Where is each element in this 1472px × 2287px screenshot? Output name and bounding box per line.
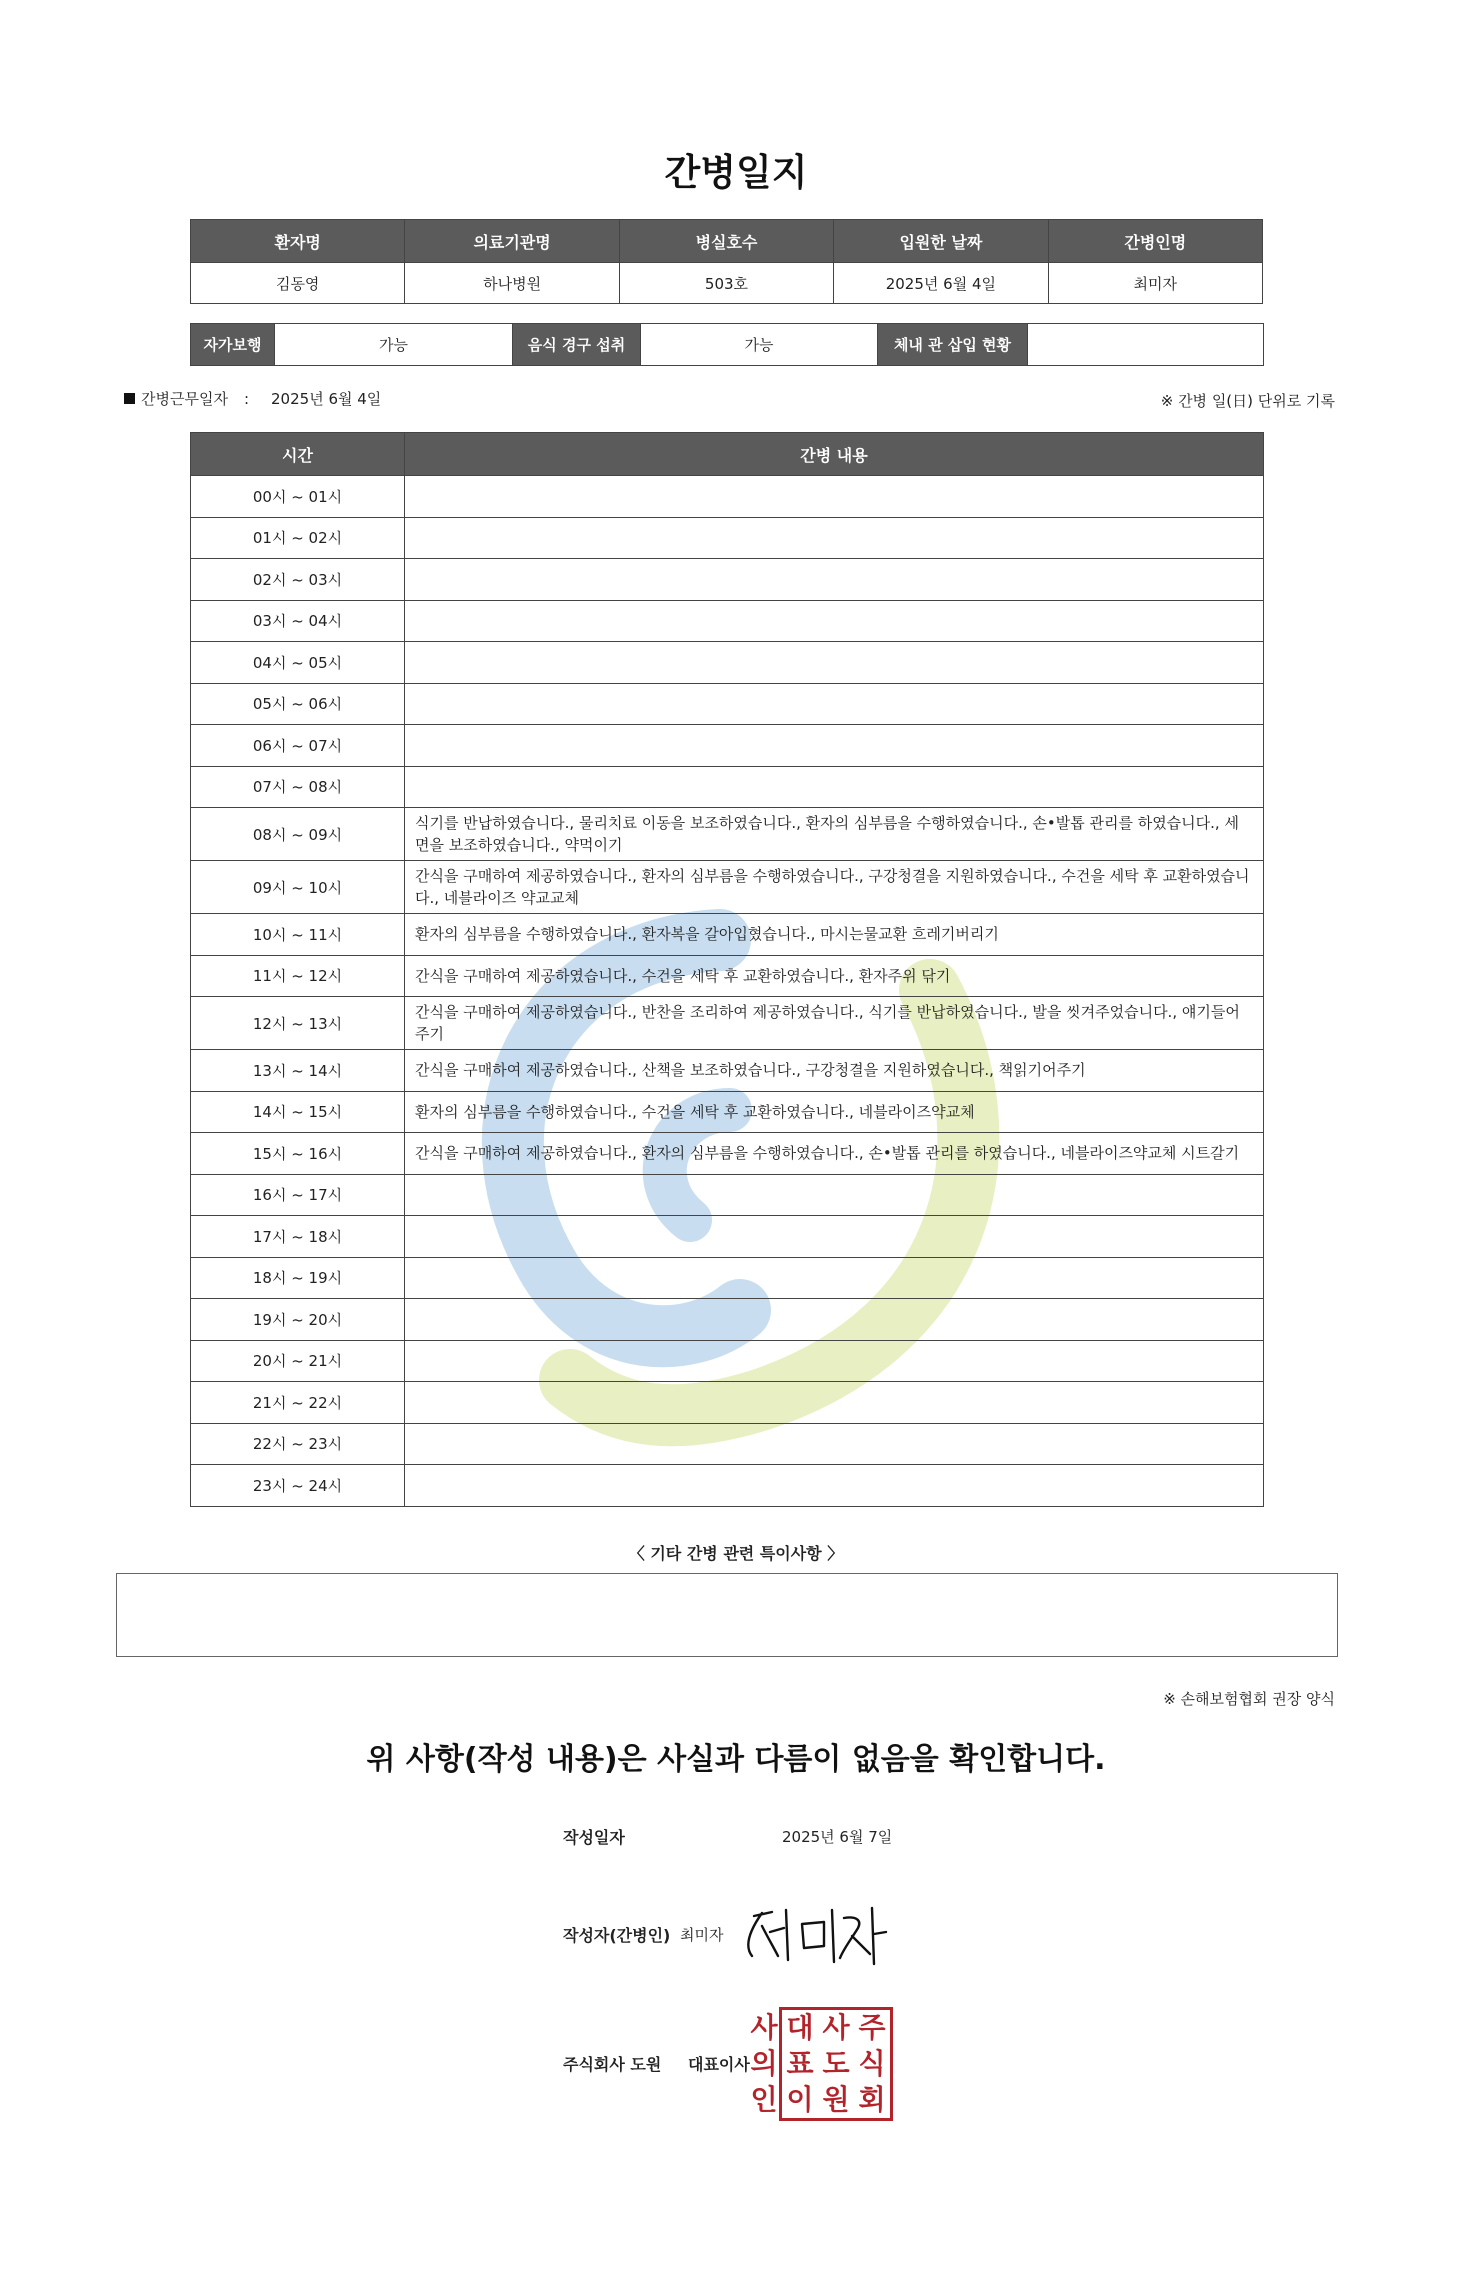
log-row bbox=[191, 1340, 1264, 1382]
log-row bbox=[191, 642, 1264, 684]
log-content-cell bbox=[405, 1299, 1264, 1341]
work-date-colon: : bbox=[243, 390, 250, 408]
confirmation-statement: 위 사항(작성 내용)은 사실과 다름이 없음을 확인합니다. bbox=[366, 1742, 1106, 1777]
log-row bbox=[191, 683, 1264, 725]
care-log-body bbox=[191, 476, 1264, 1507]
log-header-content: 간병 내용 bbox=[405, 433, 1264, 476]
seal-glyph: 회 bbox=[858, 2083, 886, 2116]
log-content-cell: 간식을 구매하여 제공하였습니다., 환자의 심부름을 수행하였습니다., 손•발톱 관리를 하였습니다., 네블라이즈약교체 시트갈기 bbox=[405, 1133, 1264, 1175]
seal-glyph: 원 bbox=[822, 2083, 850, 2116]
log-time-cell: 17시 ~ 18시 bbox=[191, 1216, 405, 1258]
log-time-cell: 23시 ~ 24시 bbox=[191, 1465, 405, 1507]
log-time-cell: 10시 ~ 11시 bbox=[191, 914, 405, 956]
log-content-cell bbox=[405, 766, 1264, 808]
log-row bbox=[191, 1465, 1264, 1507]
oral-intake-value: 가능 bbox=[641, 324, 878, 366]
log-content-cell bbox=[405, 1465, 1264, 1507]
admission-date: 2025년 6월 4일 bbox=[834, 263, 1048, 304]
care-log-table bbox=[190, 432, 1264, 1507]
page-title: 간병일지 bbox=[664, 151, 808, 194]
log-content-cell: 환자의 심부름을 수행하였습니다., 환자복을 갈아입혔습니다., 마시는물교환 흐레기버리기 bbox=[405, 914, 1264, 956]
writer-name: 최미자 bbox=[680, 1926, 724, 1944]
seal-glyph: 표 bbox=[786, 2047, 814, 2080]
seal-glyph: 도 bbox=[822, 2047, 850, 2080]
log-time-cell: 05시 ~ 06시 bbox=[191, 683, 405, 725]
tube-status-value bbox=[1028, 324, 1264, 366]
header-caregiver-name: 간병인명 bbox=[1048, 220, 1262, 263]
handwritten-signature bbox=[740, 1902, 890, 1972]
log-row bbox=[191, 914, 1264, 956]
log-time-cell: 18시 ~ 19시 bbox=[191, 1257, 405, 1299]
log-row bbox=[191, 1174, 1264, 1216]
log-content-cell bbox=[405, 1216, 1264, 1258]
log-row bbox=[191, 1382, 1264, 1424]
patient-name: 김동영 bbox=[191, 263, 405, 304]
log-row bbox=[191, 1216, 1264, 1258]
log-row bbox=[191, 861, 1264, 914]
company-name: 주식회사 도원 bbox=[563, 2055, 662, 2074]
walk-value: 가능 bbox=[275, 324, 513, 366]
log-content-cell bbox=[405, 1340, 1264, 1382]
log-row bbox=[191, 808, 1264, 861]
log-row bbox=[191, 1050, 1264, 1092]
written-date-label: 작성일자 bbox=[563, 1828, 625, 1847]
log-time-cell: 11시 ~ 12시 bbox=[191, 955, 405, 997]
log-time-cell: 20시 ~ 21시 bbox=[191, 1340, 405, 1382]
extra-notes-title: 〈 기타 간병 관련 특이사항 〉 bbox=[628, 1544, 844, 1563]
daily-record-note: ※ 간병 일(日) 단위로 기록 bbox=[1160, 392, 1335, 410]
log-content-cell bbox=[405, 1174, 1264, 1216]
walk-label: 자가보행 bbox=[191, 324, 275, 366]
log-row bbox=[191, 725, 1264, 767]
log-content-cell bbox=[405, 1257, 1264, 1299]
log-content-cell bbox=[405, 476, 1264, 518]
log-row bbox=[191, 1299, 1264, 1341]
seal-glyph: 사 bbox=[750, 2011, 778, 2044]
log-content-cell bbox=[405, 1423, 1264, 1465]
work-date-label: 간병근무일자 bbox=[141, 390, 228, 408]
log-time-cell: 06시 ~ 07시 bbox=[191, 725, 405, 767]
log-time-cell: 19시 ~ 20시 bbox=[191, 1299, 405, 1341]
log-content-cell: 간식을 구매하여 제공하였습니다., 환자의 심부름을 수행하였습니다., 구강청결을 지원하였습니다., 수건을 세탁 후 교환하였습니다., 네블라이즈 약교교체 bbox=[405, 861, 1264, 914]
writer-label: 작성자(간병인) bbox=[563, 1926, 671, 1945]
log-row bbox=[191, 1133, 1264, 1175]
log-time-cell: 00시 ~ 01시 bbox=[191, 476, 405, 518]
log-content-cell bbox=[405, 683, 1264, 725]
oral-intake-label: 음식 경구 섭취 bbox=[513, 324, 641, 366]
log-row bbox=[191, 517, 1264, 559]
log-time-cell: 15시 ~ 16시 bbox=[191, 1133, 405, 1175]
log-time-cell: 03시 ~ 04시 bbox=[191, 600, 405, 642]
written-date-value: 2025년 6월 7일 bbox=[782, 1828, 893, 1846]
work-date-line bbox=[124, 388, 381, 409]
log-time-cell: 04시 ~ 05시 bbox=[191, 642, 405, 684]
header-patient-name: 환자명 bbox=[191, 220, 405, 263]
log-content-cell: 간식을 구매하여 제공하였습니다., 수건을 세탁 후 교환하였습니다., 환자주위 닦기 bbox=[405, 955, 1264, 997]
log-content-cell bbox=[405, 559, 1264, 601]
seal-glyph: 대 bbox=[786, 2011, 814, 2044]
seal-glyph: 주 bbox=[858, 2011, 886, 2044]
header-room-number: 병실호수 bbox=[619, 220, 833, 263]
log-time-cell: 14시 ~ 15시 bbox=[191, 1091, 405, 1133]
work-date-value: 2025년 6월 4일 bbox=[271, 390, 382, 408]
seal-glyph: 사 bbox=[822, 2011, 850, 2044]
seal-glyph: 식 bbox=[858, 2047, 886, 2080]
log-time-cell: 07시 ~ 08시 bbox=[191, 766, 405, 808]
caregiver-name: 최미자 bbox=[1048, 263, 1262, 304]
room-number: 503호 bbox=[619, 263, 833, 304]
log-time-cell: 12시 ~ 13시 bbox=[191, 997, 405, 1050]
log-content-cell bbox=[405, 725, 1264, 767]
log-row bbox=[191, 1091, 1264, 1133]
log-content-cell bbox=[405, 600, 1264, 642]
log-content-cell: 환자의 심부름을 수행하였습니다., 수건을 세탁 후 교환하였습니다., 네블라이즈약교체 bbox=[405, 1091, 1264, 1133]
log-time-cell: 02시 ~ 03시 bbox=[191, 559, 405, 601]
log-row bbox=[191, 997, 1264, 1050]
log-time-cell: 01시 ~ 02시 bbox=[191, 517, 405, 559]
log-time-cell: 21시 ~ 22시 bbox=[191, 1382, 405, 1424]
seal-glyph: 이 bbox=[786, 2083, 814, 2116]
log-row bbox=[191, 600, 1264, 642]
black-square-icon bbox=[124, 393, 135, 404]
log-content-cell: 식기를 반납하였습니다., 물리치료 이동을 보조하였습니다., 환자의 심부름을 수행하였습니다., 손•발톱 관리를 하였습니다., 세면을 보조하였습니다., 약먹이기 bbox=[405, 808, 1264, 861]
log-row bbox=[191, 1423, 1264, 1465]
log-header-time: 시간 bbox=[191, 433, 405, 476]
patient-info-table bbox=[190, 219, 1263, 304]
seal-glyph: 의 bbox=[750, 2047, 778, 2080]
log-content-cell bbox=[405, 517, 1264, 559]
header-hospital-name: 의료기관명 bbox=[405, 220, 619, 263]
log-time-cell: 08시 ~ 09시 bbox=[191, 808, 405, 861]
log-time-cell: 13시 ~ 14시 bbox=[191, 1050, 405, 1092]
log-content-cell bbox=[405, 1382, 1264, 1424]
log-time-cell: 22시 ~ 23시 bbox=[191, 1423, 405, 1465]
log-content-cell: 간식을 구매하여 제공하였습니다., 산책을 보조하였습니다., 구강청결을 지원하였습니다., 책읽기어주기 bbox=[405, 1050, 1264, 1092]
company-seal bbox=[750, 2007, 893, 2121]
header-admission-date: 입원한 날짜 bbox=[834, 220, 1048, 263]
log-row bbox=[191, 476, 1264, 518]
seal-glyph: 인 bbox=[750, 2083, 778, 2116]
hospital-name: 하나병원 bbox=[405, 263, 619, 304]
log-time-cell: 09시 ~ 10시 bbox=[191, 861, 405, 914]
association-note: ※ 손해보험협회 권장 양식 bbox=[1163, 1690, 1335, 1708]
log-row bbox=[191, 955, 1264, 997]
tube-status-label: 체내 관 삽입 현황 bbox=[878, 324, 1028, 366]
patient-status-table bbox=[190, 323, 1264, 366]
log-content-cell bbox=[405, 642, 1264, 684]
extra-notes-box bbox=[116, 1573, 1338, 1657]
log-row bbox=[191, 559, 1264, 601]
log-time-cell: 16시 ~ 17시 bbox=[191, 1174, 405, 1216]
log-row bbox=[191, 1257, 1264, 1299]
log-content-cell: 간식을 구매하여 제공하였습니다., 반찬을 조리하여 제공하였습니다., 식기를 반납하였습니다., 발을 씻겨주었습니다., 얘기들어주기 bbox=[405, 997, 1264, 1050]
ceo-label: 대표이사 bbox=[688, 2055, 750, 2074]
log-row bbox=[191, 766, 1264, 808]
